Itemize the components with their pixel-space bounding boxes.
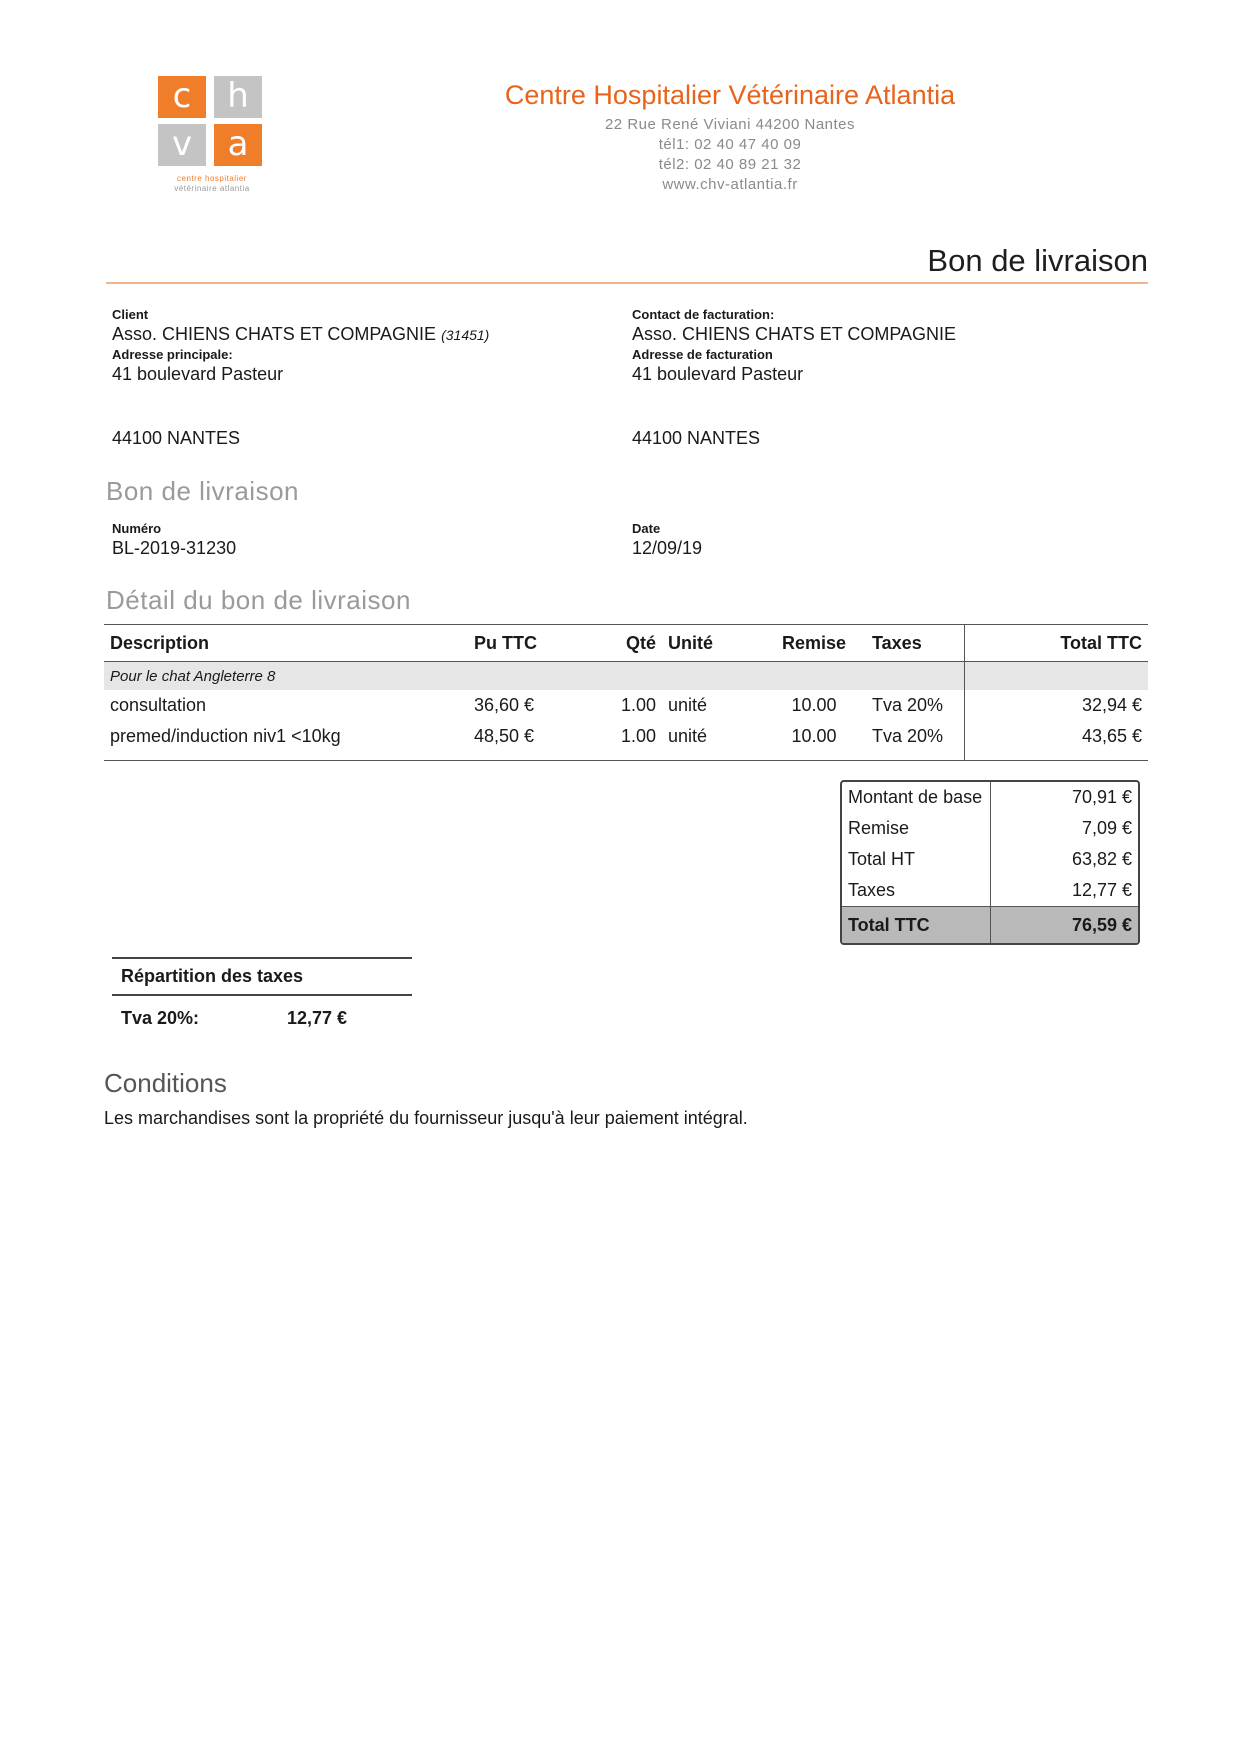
- logo-tile-h: h: [214, 76, 262, 118]
- row-total: 43,65 €: [964, 721, 1148, 761]
- totals-row-base: [842, 782, 1138, 813]
- company-phone-2: tél2: 02 40 89 21 32: [658, 156, 802, 173]
- group-row: [104, 662, 1148, 691]
- totals-base-label: Montant de base: [848, 787, 983, 807]
- logo-tile-v: v: [158, 124, 206, 166]
- logo-tagline-2: vétérinaire atlantia: [174, 184, 250, 193]
- col-quantity: Qté: [608, 625, 662, 662]
- totals-discount-value: 7,09 €: [990, 813, 1138, 844]
- company-phone-1: tél1: 02 40 47 40 09: [658, 136, 802, 153]
- billing-name: Asso. CHIENS CHATS ET COMPAGNIE: [632, 324, 957, 344]
- tax-bottom-rule: [112, 994, 412, 996]
- col-unit: Unité: [662, 625, 762, 662]
- row-tax: Tva 20%: [872, 695, 944, 715]
- delivery-section-title: Bon de livraison: [106, 476, 299, 506]
- logo-tile-c: c: [158, 76, 206, 118]
- totals-row-discount: [842, 813, 1138, 844]
- conditions-title: Conditions: [104, 1068, 227, 1098]
- row-unit-price: 48,50 €: [468, 721, 608, 761]
- totals-ttc-value: 76,59 €: [990, 906, 1138, 943]
- delivery-number-label: Numéro: [112, 521, 162, 536]
- totals-row-ht: [842, 844, 1138, 875]
- col-total: Total TTC: [964, 625, 1148, 662]
- totals-tax-value: 12,77 €: [990, 875, 1138, 906]
- row-quantity: 1.00: [620, 695, 656, 715]
- items-header-row: [104, 625, 1148, 662]
- totals-ttc-label: Total TTC: [842, 906, 990, 943]
- col-unit-price: Pu TTC: [468, 625, 608, 662]
- company-address: 22 Rue René Viviani 44200 Nantes: [604, 116, 856, 133]
- tax-rate-text: Tva 20%: [121, 1008, 194, 1028]
- client-name: [112, 324, 489, 345]
- row-unit-price: 36,60 €: [474, 695, 535, 715]
- group-total-cell: [964, 662, 1148, 691]
- totals-tax-label: Taxes: [848, 880, 896, 900]
- billing-label: Contact de facturation:: [632, 307, 775, 322]
- totals-ht-value: 63,82 €: [990, 844, 1138, 875]
- totals-discount-label: Remise: [848, 818, 910, 838]
- tax-breakdown-title: Répartition des taxes: [121, 966, 304, 986]
- row-discount: 10.00: [791, 695, 837, 715]
- client-city: 44100 NANTES: [112, 428, 241, 448]
- row-discount: 10.00: [762, 721, 866, 761]
- details-section-title: Détail du bon de livraison: [106, 585, 411, 615]
- group-label: Pour le chat Angleterre 8: [104, 662, 964, 691]
- totals-row-grand: [842, 906, 1138, 943]
- delivery-number: BL-2019-31230: [112, 538, 237, 558]
- client-label: Client: [112, 307, 149, 322]
- totals-base-value: 70,91 €: [990, 782, 1138, 813]
- col-discount: Remise: [762, 625, 866, 662]
- row-unit: unité: [668, 695, 708, 715]
- tax-rate-label: [121, 1008, 199, 1029]
- company-name: Centre Hospitalier Vétérinaire Atlantia: [504, 80, 956, 110]
- client-code: (31451): [441, 327, 490, 343]
- tax-rate-colon: :: [193, 1008, 200, 1028]
- billing-city: 44100 NANTES: [632, 428, 761, 448]
- client-name-text: Asso. CHIENS CHATS ET COMPAGNIE: [112, 324, 437, 344]
- col-taxes: Taxes: [866, 625, 964, 662]
- header-divider: [106, 282, 1148, 284]
- conditions-text: Les marchandises sont la propriété du fournisseur jusqu'à leur paiement intégral.: [104, 1108, 748, 1128]
- col-description: Description: [104, 625, 468, 662]
- delivery-date: 12/09/19: [632, 538, 703, 558]
- totals-box: [840, 780, 1140, 945]
- totals-row-tax: [842, 875, 1138, 906]
- table-row: [104, 690, 1148, 721]
- logo-tile-a: a: [214, 124, 262, 166]
- items-table: [104, 624, 1148, 761]
- logo-tagline-1: centre hospitalier: [177, 174, 247, 183]
- client-street: 41 boulevard Pasteur: [112, 364, 284, 384]
- billing-street: 41 boulevard Pasteur: [632, 364, 804, 384]
- billing-address-label: Adresse de facturation: [632, 347, 773, 362]
- row-description: premed/induction niv1 <10kg: [104, 721, 468, 761]
- table-row: [104, 721, 1148, 761]
- tax-rate-amount: 12,77 €: [287, 1008, 348, 1028]
- totals-ht-label: Total HT: [848, 849, 916, 869]
- company-website[interactable]: www.chv-atlantia.fr: [662, 176, 798, 193]
- document-title: Bon de livraison: [927, 243, 1148, 278]
- tax-top-rule: [112, 957, 412, 959]
- row-description: consultation: [110, 695, 207, 715]
- client-address-label: Adresse principale:: [112, 347, 233, 362]
- delivery-date-label: Date: [632, 521, 661, 536]
- row-quantity: 1.00: [608, 721, 662, 761]
- row-tax: Tva 20%: [866, 721, 964, 761]
- row-total: 32,94 €: [964, 690, 1148, 721]
- row-unit: unité: [662, 721, 762, 761]
